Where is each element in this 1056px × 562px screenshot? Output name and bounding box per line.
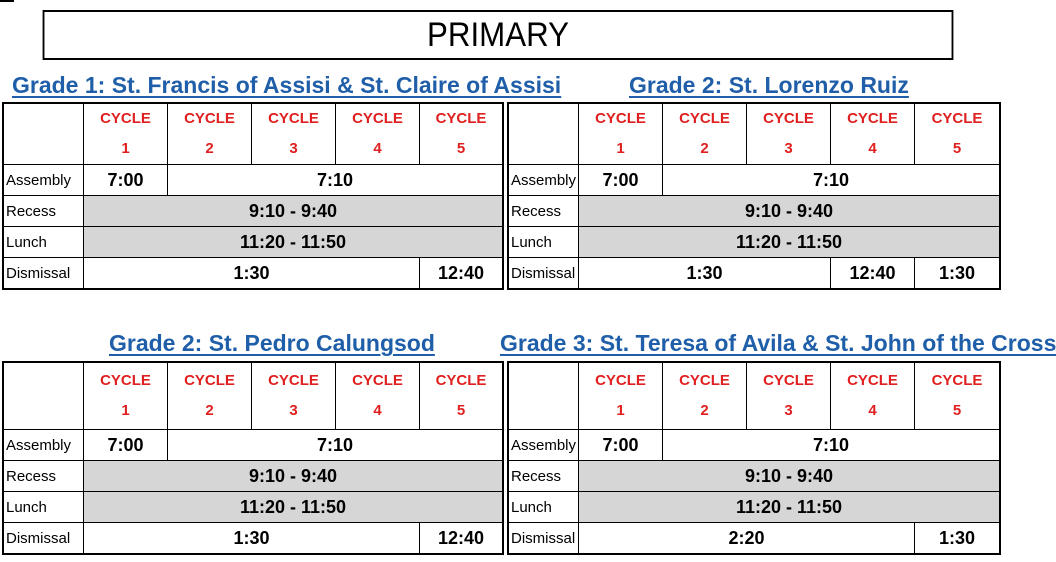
time-cell: 12:40	[831, 258, 915, 289]
schedule-table-grade2-pedro	[3, 362, 503, 554]
dismissal-row	[4, 258, 503, 289]
assembly-row	[509, 430, 1000, 461]
grade1-title: Grade 1: St. Francis of Assisi & St. Claire of Assisi	[12, 72, 562, 98]
time-cell: 1:30	[915, 258, 1000, 289]
row-label: Recess	[4, 196, 84, 227]
cycle-header: CYCLE 3	[747, 104, 831, 165]
row-label: Lunch	[4, 492, 84, 523]
time-cell: 9:10 - 9:40	[579, 196, 1000, 227]
cycle-header: CYCLE 2	[663, 363, 747, 430]
row-label: Recess	[509, 196, 579, 227]
schedule-table-grade2-lorenzo	[508, 103, 1000, 289]
cycle-header: CYCLE 5	[420, 104, 503, 165]
row-label: Dismissal	[509, 258, 579, 289]
time-cell: 2:20	[579, 523, 915, 554]
lunch-row	[509, 492, 1000, 523]
row-label: Assembly	[509, 165, 579, 196]
cycle-header: CYCLE 4	[336, 363, 420, 430]
time-cell: 12:40	[420, 523, 503, 554]
corner-cell	[4, 104, 84, 165]
page-title: PRIMARY	[43, 10, 954, 60]
row-label: Assembly	[4, 165, 84, 196]
corner-cell	[509, 363, 579, 430]
time-cell: 11:20 - 11:50	[579, 227, 1000, 258]
row-label: Assembly	[4, 430, 84, 461]
grade3-title: Grade 3: St. Teresa of Avila & St. John of the Cross	[500, 330, 1056, 356]
row-label: Dismissal	[4, 523, 84, 554]
cycle-header: CYCLE 5	[915, 104, 1000, 165]
cycle-header: CYCLE 2	[168, 363, 252, 430]
cycle-header: CYCLE 1	[579, 104, 663, 165]
time-cell: 7:00	[84, 430, 168, 461]
corner-cell	[4, 363, 84, 430]
lunch-row	[4, 492, 503, 523]
row-label: Recess	[509, 461, 579, 492]
recess-row	[4, 196, 503, 227]
row-label: Lunch	[509, 492, 579, 523]
row-label: Assembly	[509, 430, 579, 461]
cycle-header: CYCLE 2	[168, 104, 252, 165]
time-cell: 1:30	[84, 258, 420, 289]
time-cell: 7:10	[663, 165, 1000, 196]
dismissal-row	[4, 523, 503, 554]
time-cell: 1:30	[579, 258, 831, 289]
cycle-header-row	[4, 104, 503, 165]
time-cell: 11:20 - 11:50	[84, 492, 503, 523]
grade2-lorenzo-title: Grade 2: St. Lorenzo Ruiz	[629, 72, 909, 98]
row-label: Lunch	[509, 227, 579, 258]
cycle-header: CYCLE 1	[84, 363, 168, 430]
schedule-table-grade3	[508, 362, 1000, 554]
row-label: Dismissal	[4, 258, 84, 289]
cycle-header-row	[509, 104, 1000, 165]
cycle-header: CYCLE 4	[831, 363, 915, 430]
time-cell: 7:00	[579, 165, 663, 196]
time-cell: 9:10 - 9:40	[84, 461, 503, 492]
cycle-header: CYCLE 3	[252, 104, 336, 165]
time-cell: 7:00	[84, 165, 168, 196]
grade2-pedro-title: Grade 2: St. Pedro Calungsod	[109, 330, 435, 356]
cycle-header: CYCLE 5	[915, 363, 1000, 430]
corner-cell	[509, 104, 579, 165]
time-cell: 7:10	[168, 165, 503, 196]
recess-row	[509, 196, 1000, 227]
cycle-header: CYCLE 5	[420, 363, 503, 430]
cycle-header: CYCLE 4	[336, 104, 420, 165]
time-cell: 11:20 - 11:50	[84, 227, 503, 258]
time-cell: 1:30	[915, 523, 1000, 554]
time-cell: 12:40	[420, 258, 503, 289]
schedule-table-grade1	[3, 103, 503, 289]
cycle-header-row	[4, 363, 503, 430]
recess-row	[509, 461, 1000, 492]
cycle-header: CYCLE 3	[252, 363, 336, 430]
assembly-row	[509, 165, 1000, 196]
cycle-header: CYCLE 1	[84, 104, 168, 165]
assembly-row	[4, 165, 503, 196]
assembly-row	[4, 430, 503, 461]
time-cell: 1:30	[84, 523, 420, 554]
cycle-header: CYCLE 1	[579, 363, 663, 430]
time-cell: 7:10	[663, 430, 1000, 461]
lunch-row	[509, 227, 1000, 258]
time-cell: 9:10 - 9:40	[84, 196, 503, 227]
lunch-row	[4, 227, 503, 258]
cycle-header: CYCLE 2	[663, 104, 747, 165]
time-cell: 9:10 - 9:40	[579, 461, 1000, 492]
row-label: Dismissal	[509, 523, 579, 554]
time-cell: 7:10	[168, 430, 503, 461]
recess-row	[4, 461, 503, 492]
time-cell: 7:00	[579, 430, 663, 461]
cycle-header: CYCLE 4	[831, 104, 915, 165]
cycle-header: CYCLE 3	[747, 363, 831, 430]
dismissal-row	[509, 523, 1000, 554]
row-label: Recess	[4, 461, 84, 492]
corner-mark	[0, 0, 14, 2]
time-cell: 11:20 - 11:50	[579, 492, 1000, 523]
dismissal-row	[509, 258, 1000, 289]
cycle-header-row	[509, 363, 1000, 430]
row-label: Lunch	[4, 227, 84, 258]
